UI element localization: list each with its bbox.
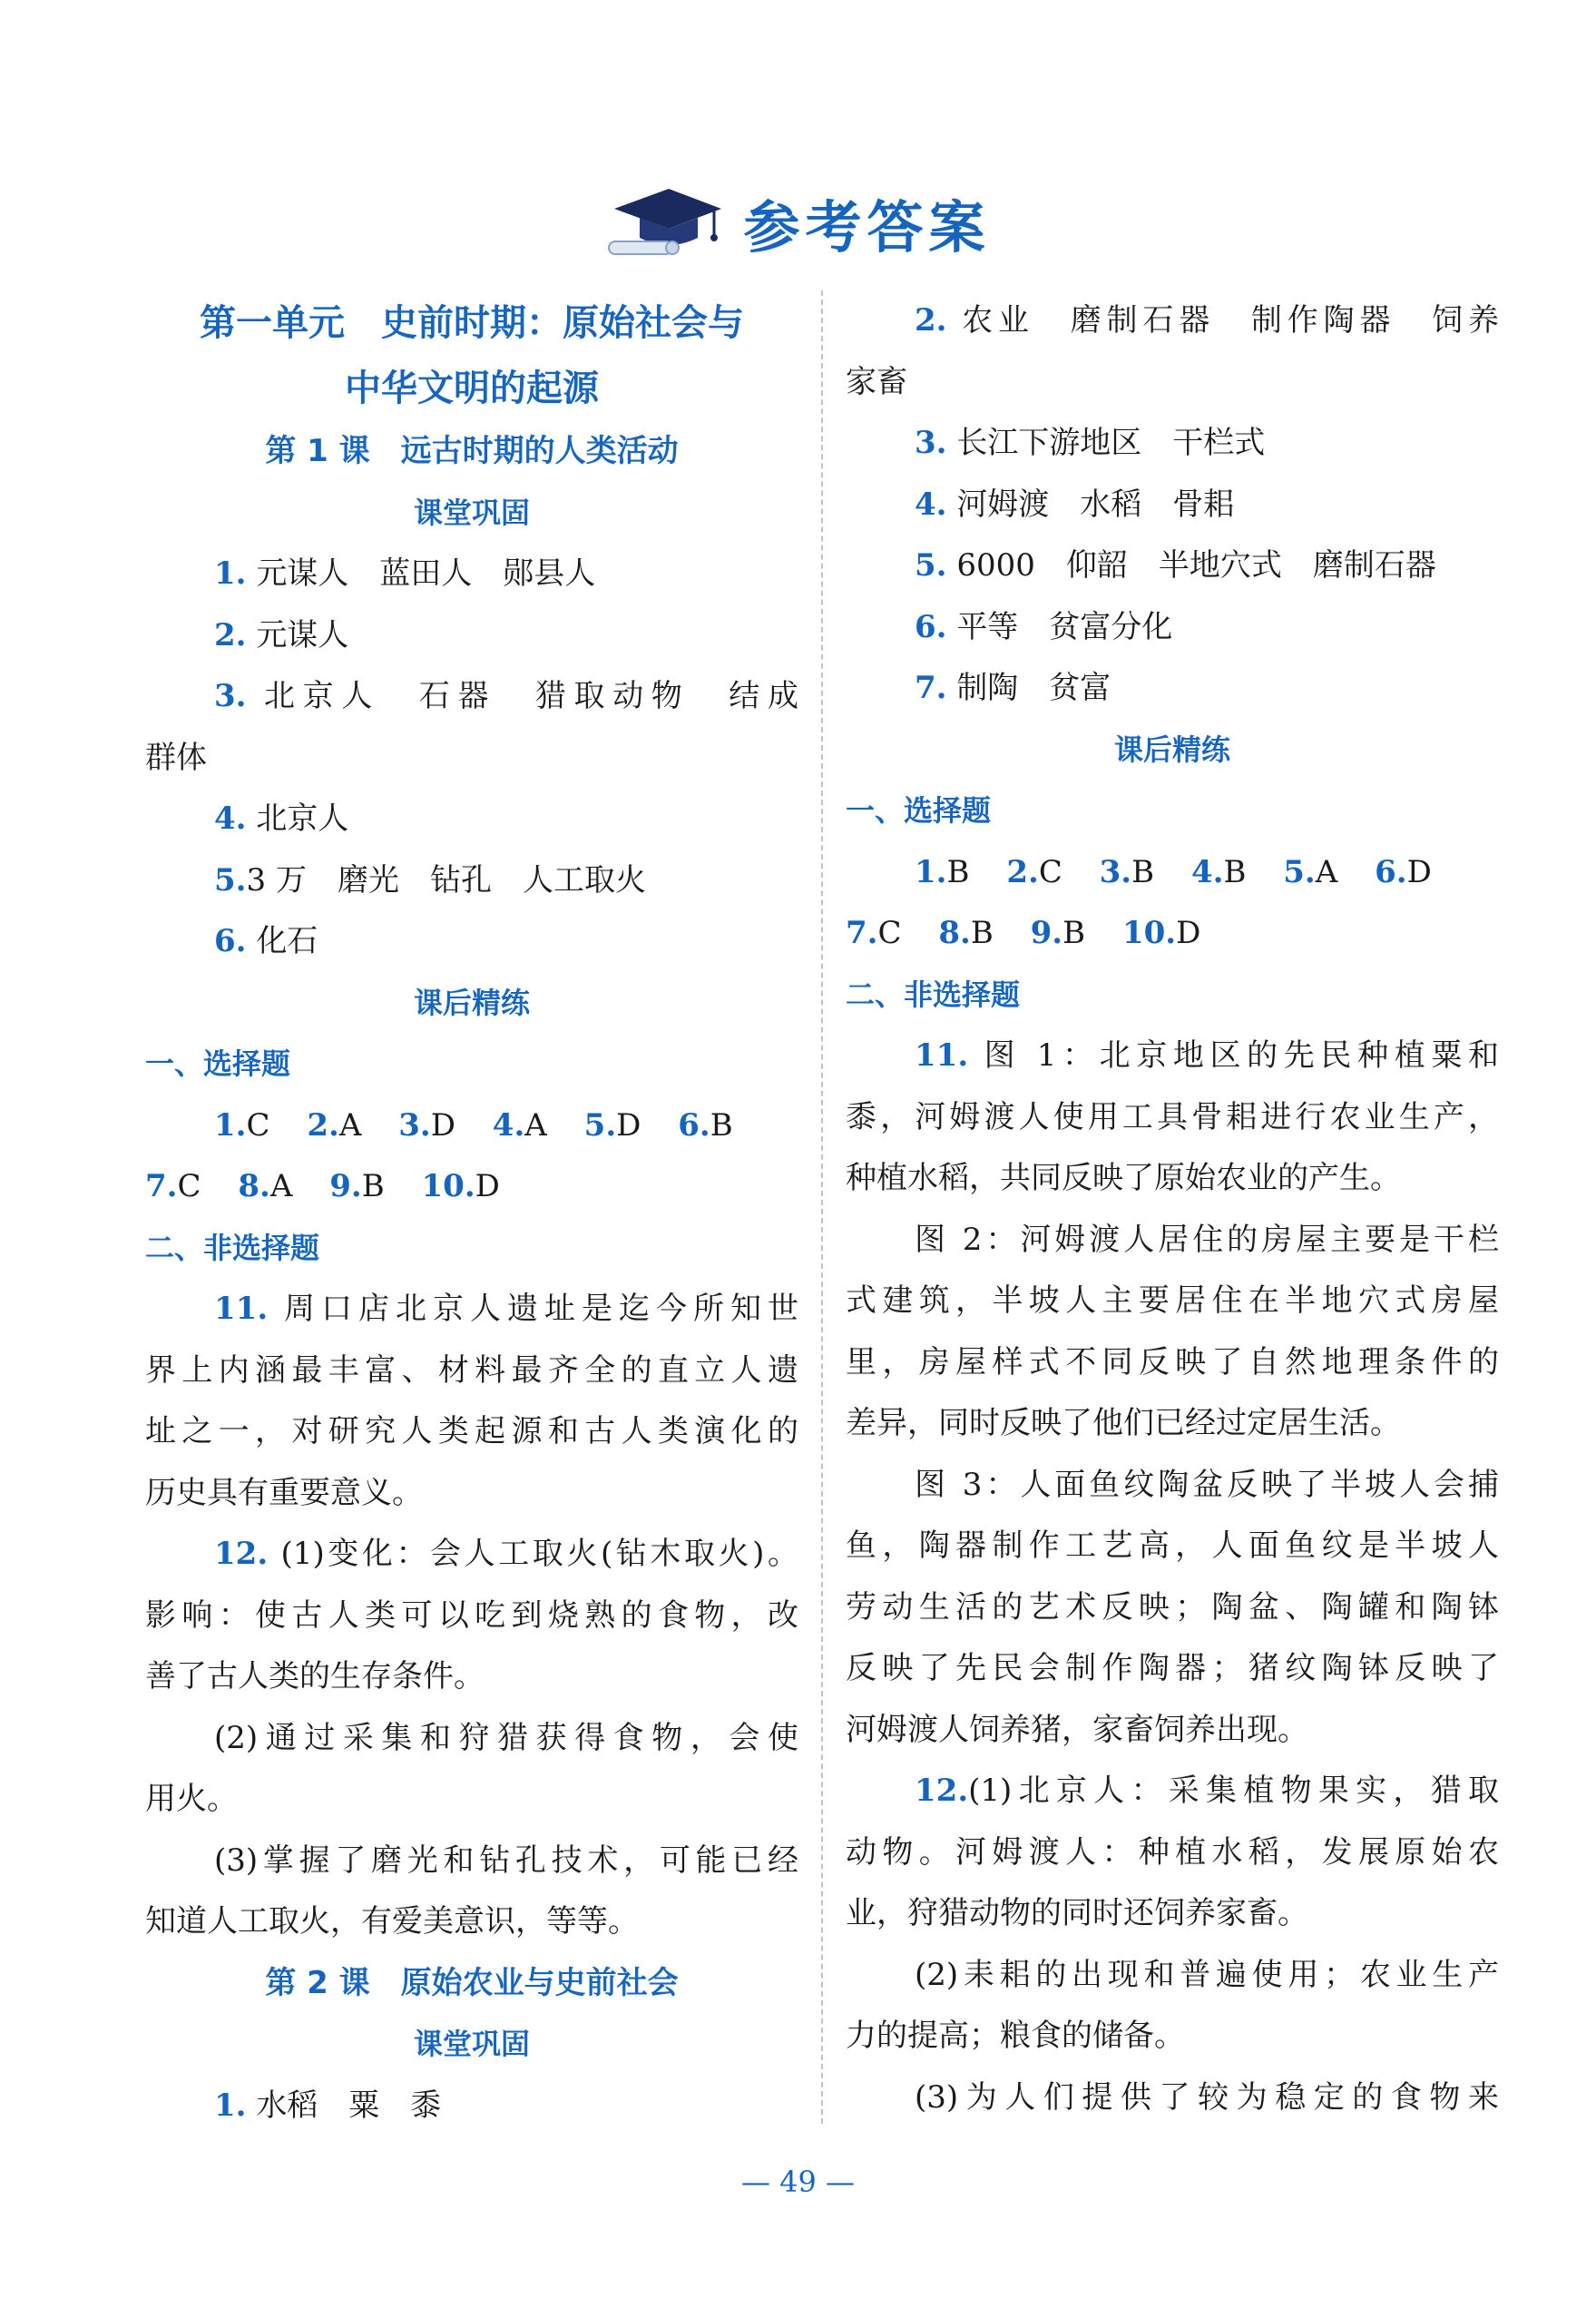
choice-answers-row: 1.C 2.A 3.D 4.A 5.D 6.B [214,1106,733,1144]
answer-paragraph-line: 用火。 [145,1781,238,1817]
unit-title-cont: 中华文明的起源 [345,368,599,409]
answer-paragraph-line: 黍，河姆渡人使用工具骨耜进行农业生产， [846,1098,1499,1135]
answer-paragraph: 11. 周口店北京人遗址是迄今所知世 [214,1291,798,1327]
answer-paragraph-line: 种植水稻，共同反映了原始农业的产生。 [846,1160,1401,1196]
answer-item: 7. 制陶 贫富 [915,670,1111,706]
lesson-2-title: 第 2 课 原始农业与史前社会 [265,1964,679,2001]
answer-item-cont: 群体 [145,739,207,776]
section-choice-title: 一、选择题 [145,1046,291,1081]
section-choice-title: 一、选择题 [846,793,992,828]
answer-item: 4. 北京人 [214,800,349,837]
answer-paragraph-line: 图 2：河姆渡人居住的房屋主要是干栏 [915,1221,1499,1258]
choice-answers-row: 7.C 8.B 9.B 10.D [846,915,1201,951]
answer-paragraph-line: 动物。河姆渡人：种植水稻，发展原始农 [846,1833,1499,1871]
answer-paragraph-line: 差异，同时反映了他们已经过定居生活。 [846,1405,1401,1441]
class-practice-title: 课堂巩固 [413,495,530,530]
answer-paragraph-line: (2)耒耜的出现和普遍使用；农业生产 [915,1956,1499,1993]
section-nonchoice-title: 二、非选择题 [145,1230,320,1265]
answer-paragraph-line: 里，房屋样式不同反映了自然地理条件的 [846,1343,1499,1380]
answer-paragraph-line: 知道人工取火，有爱美意识，等等。 [145,1903,639,1940]
answer-item: 3. 长江下游地区 干栏式 [915,425,1266,461]
answer-paragraph: 12.(1)北京人：采集植物果实，猎取 [915,1773,1499,1809]
answer-item: 1. 元谋人 蓝田人 郧县人 [214,555,596,592]
answer-paragraph-line: 式建筑，半坡人主要居住在半地穴式房屋 [846,1282,1499,1319]
graduation-cap-icon [605,182,723,263]
answer-paragraph-line: 业，狩猎动物的同时还饲养家畜。 [846,1895,1308,1931]
page-title: 参考答案 [743,193,991,260]
answer-item: 5. 6000 仰韶 半地穴式 磨制石器 [915,547,1436,584]
answer-paragraph-line: (3)为人们提供了较为稳定的食物来 [915,2078,1499,2116]
section-nonchoice-title: 二、非选择题 [846,977,1021,1012]
answer-paragraph: 12. (1)变化：会人工取火(钻木取火)。 [214,1536,798,1572]
answer-paragraph-line: (3)掌握了磨光和钻孔技术，可能已经 [214,1842,798,1879]
answer-item: 6. 平等 贫富分化 [915,608,1173,645]
answer-paragraph-line: 址之一，对研究人类起源和古人类演化的 [145,1413,798,1449]
choice-answers-row: 1.B 2.C 3.B 4.B 5.A 6.D [915,853,1432,890]
answer-paragraph-line: 劳动生活的艺术反映；陶盆、陶罐和陶钵 [846,1588,1499,1626]
answer-paragraph-line: 界上内涵最丰富、材料最齐全的直立人遗 [145,1351,798,1389]
answer-paragraph-line: 反映了先民会制作陶器；猪纹陶钵反映了 [846,1650,1499,1686]
answer-item: 5.3 万 磨光 钻孔 人工取火 [214,861,646,899]
after-class-title: 课后精练 [413,985,530,1020]
answer-paragraph-line: 影响：使古人类可以吃到烧熟的食物，改 [145,1596,798,1634]
answer-paragraph-line: 善了古人类的生存条件。 [145,1658,485,1694]
page-header [0,182,1596,281]
answer-item: 1. 水稻 粟 黍 [214,2087,442,2124]
answer-item: 6. 化石 [214,923,318,959]
choice-answers-row: 7.C 8.A 9.B 10.D [145,1168,500,1204]
answer-paragraph-line: 河姆渡人饲养猪，家畜饲养出现。 [846,1711,1308,1748]
column-divider [821,290,823,2124]
answer-paragraph-line: 力的提高；粮食的储备。 [846,2018,1185,2054]
right-column [846,290,1499,2128]
answer-paragraph-line: (2)通过采集和狩猎获得食物，会使 [214,1719,798,1756]
page-number: — 49 — [740,2165,856,2199]
answer-item: 2. 元谋人 [214,616,349,653]
left-column [145,290,798,2136]
answer-item: 2. 农业 磨制石器 制作陶器 饲养 [915,302,1499,339]
answer-paragraph-line: 图 3：人面鱼纹陶盆反映了半坡人会捕 [915,1466,1499,1503]
lesson-1-title: 第 1 课 远古时期的人类活动 [265,433,679,469]
answer-paragraph: 11. 图 1：北京地区的先民种植粟和 [915,1037,1499,1074]
answer-item-cont: 家畜 [846,363,907,400]
answer-paragraph-line: 鱼，陶器制作工艺高，人面鱼纹是半坡人 [846,1527,1499,1564]
answer-item: 4. 河姆渡 水稻 骨耜 [915,486,1235,523]
class-practice-title: 课堂巩固 [413,2027,530,2061]
after-class-title: 课后精练 [1113,732,1230,767]
answer-item: 3. 北京人 石器 猎取动物 结成 [214,678,798,714]
answer-paragraph-line: 历史具有重要意义。 [145,1474,423,1511]
unit-title: 第一单元 史前时期：原始社会与 [200,302,744,344]
